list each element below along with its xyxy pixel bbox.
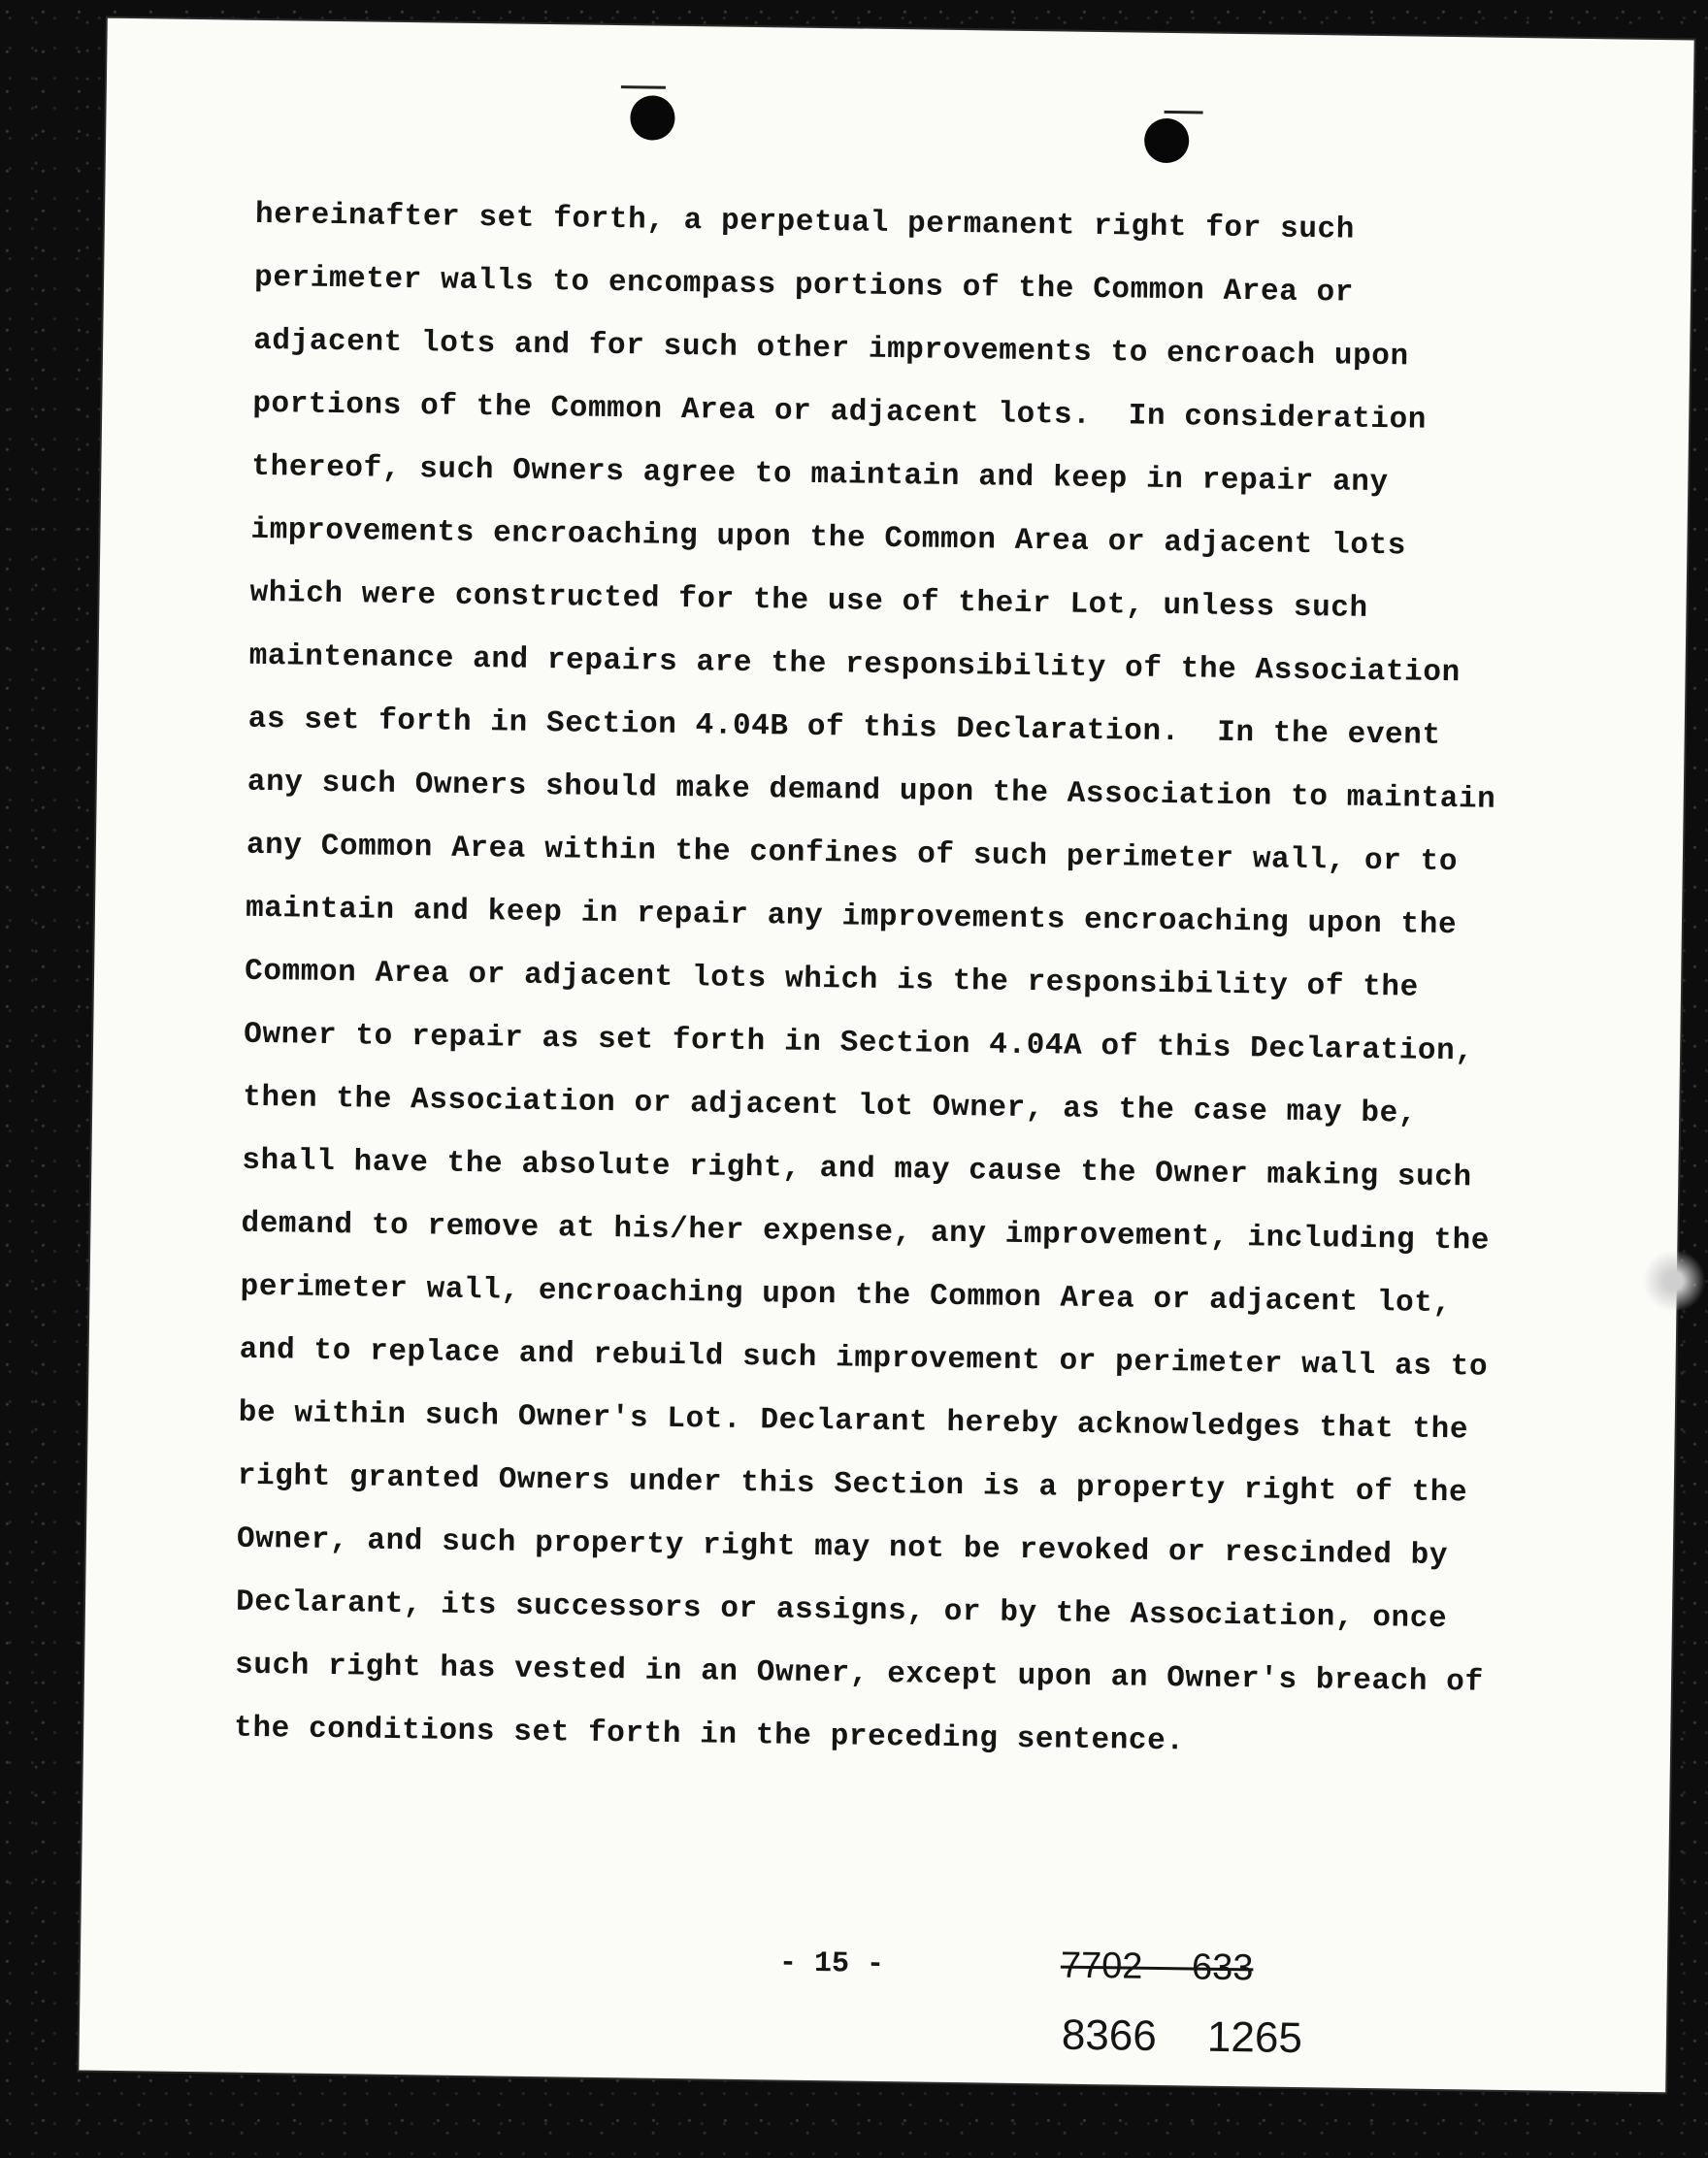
reference-number: 8366 1265	[1061, 2011, 1303, 2063]
text-line: right granted Owners under this Section is a property right of the	[237, 1458, 1468, 1511]
hole-mark-left	[621, 85, 666, 89]
text-line: which were constructed for the use of their Lot, unless such	[249, 575, 1368, 626]
text-line: demand to remove at his/her expense, any improvement, including the	[241, 1206, 1491, 1259]
text-line: perimeter wall, encroaching upon the Common Area or adjacent lot,	[240, 1269, 1452, 1322]
text-line: be within such Owner's Lot. Declarant hereby acknowledges that the	[238, 1395, 1469, 1448]
text-line: Owner, and such property right may not be revoked or rescinded by	[236, 1521, 1449, 1574]
text-line: then the Association or adjacent lot Owner, as the case may be,	[243, 1080, 1418, 1131]
body-text	[234, 183, 1537, 1778]
hole-mark-right	[1165, 111, 1203, 114]
text-line: adjacent lots and for such other improvements to encroach upon	[252, 323, 1409, 375]
page-number: - 15 -	[778, 1946, 885, 1982]
text-line: maintenance and repairs are the responsibility of the Association	[248, 638, 1462, 691]
text-line: Common Area or adjacent lots which is the responsibility of the	[244, 954, 1420, 1005]
edge-stain	[1640, 1252, 1708, 1310]
text-line: improvements encroaching upon the Common Area or adjacent lots	[250, 512, 1407, 564]
text-line: thereof, such Owners agree to maintain and keep in repair any	[251, 449, 1389, 501]
text-line: perimeter walls to encompass portions of the Common Area or	[253, 260, 1355, 311]
text-line: such right has vested in an Owner, except upon an Owner's breach of	[234, 1648, 1484, 1700]
text-line: shall have the absolute right, and may cause the Owner making such	[242, 1143, 1472, 1195]
text-line: as set forth in Section 4.04B of this Declaration. In the event	[247, 702, 1441, 753]
text-line: Declarant, its successors or assigns, or by the Association, once	[235, 1585, 1448, 1637]
text-line: any Common Area within the confines of such perimeter wall, or to	[246, 828, 1459, 880]
text-line: maintain and keep in repair any improvements encroaching upon the	[245, 891, 1458, 943]
document-page	[79, 18, 1693, 2093]
text-line: hereinafter set forth, a perpetual permanent right for such	[254, 197, 1356, 247]
text-line: portions of the Common Area or adjacent lots. In consideration	[252, 386, 1428, 438]
text-line: the conditions set forth in the preceding sentence.	[234, 1711, 1185, 1759]
punch-hole-right	[1144, 118, 1190, 164]
text-line: and to replace and rebuild such improvement or perimeter wall as to	[239, 1332, 1489, 1385]
struck-reference-number: 7702 633	[1060, 1945, 1254, 1989]
text-line: Owner to repair as set forth in Section 4.04A of this Declaration,	[243, 1017, 1474, 1069]
text-line: any such Owners should make demand upon the Association to maintain	[246, 765, 1496, 817]
punch-hole-left	[630, 95, 675, 141]
